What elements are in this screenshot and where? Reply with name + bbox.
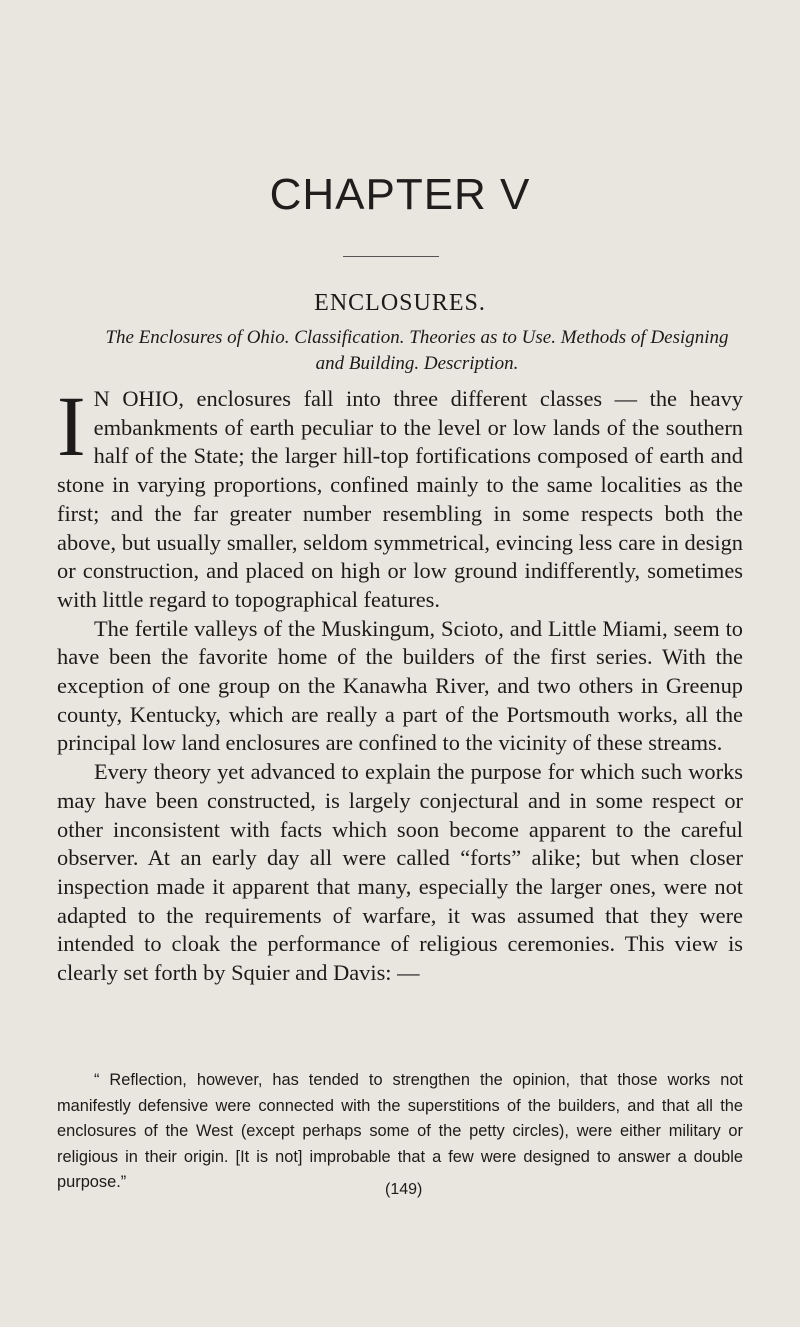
heading-divider — [343, 256, 439, 257]
body-text — [57, 378, 743, 988]
chapter-heading: CHAPTER V — [269, 170, 531, 219]
paragraph-1-text: N OHIO, enclosures fall into three different classes — the heavy embankments of earth peculiar to the level or low lands of the southern half of the State; the larger hill-top fortifications composed of earth and stone in varying proportions, confined mainly to the same localities as the first; and the far greater number resembling in some respects both the above, but usually smaller, seldom symmetrical, evincing less care in design or construction, and placed on high or low ground indifferently, sometimes with little regard to topographical features. — [57, 386, 743, 612]
section-title: ENCLOSURES. — [314, 290, 486, 316]
chapter-summary: The Enclosures of Ohio. Classification. Theories as to Use. Methods of Designing and Building. Description. — [105, 327, 729, 374]
page-number: (149) — [385, 1181, 423, 1198]
paragraph-2: The fertile valleys of the Muskingum, Scioto, and Little Miami, seem to have been the favorite home of the builders of the first series. With the exception of one group on the Kanawha River, and two others in Greenup county, Kentucky, which are really a part of the Portsmouth works, all the principal low land enclosures are confined to the vicinity of these streams. — [57, 615, 743, 756]
block-quote: “ Reflection, however, has tended to strengthen the opinion, that those works not manifestly defensive were connected with the superstitions of the builders, and that all the enclosures of the West (except perhaps some of the petty circles), were either military or religious in their origin. [It is not] improbable that a few were designed to answer a double purpose.” — [57, 1071, 743, 1191]
paragraph-1 — [57, 378, 743, 615]
paragraph-3: Every theory yet advanced to explain the purpose for which such works may have been constructed, is largely conjectural and in some respect or other inconsistent with facts which soon become apparent to the careful observer. At an early day all were called “forts” alike; but when closer inspection made it apparent that many, especially the larger ones, were not adapted to the requirements of warfare, it was assumed that they were intended to cloak the performance of religious ceremonies. This view is clearly set forth by Squier and Davis: — — [57, 759, 743, 986]
drop-cap: I — [57, 378, 86, 474]
